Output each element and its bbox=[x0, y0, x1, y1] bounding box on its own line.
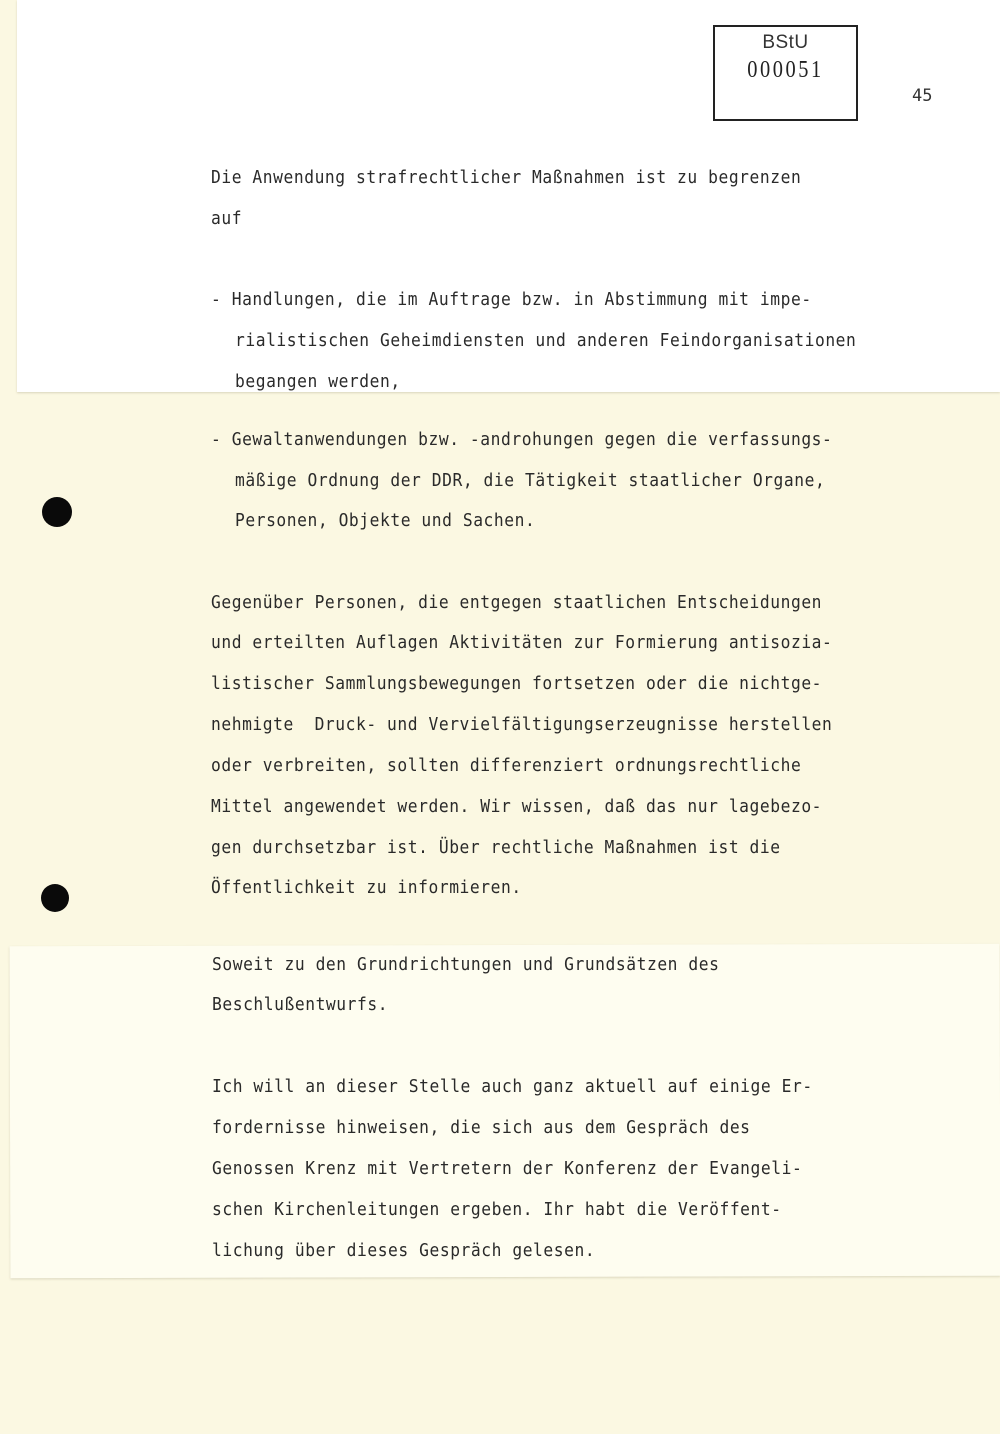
stamp-number: 000051 bbox=[747, 57, 824, 83]
text-line: auf bbox=[211, 209, 243, 229]
text-line: schen Kirchenleitungen ergeben. Ihr habt die Veröffent- bbox=[212, 1200, 782, 1220]
text-line: fordernisse hinweisen, die sich aus dem Gespräch des bbox=[212, 1118, 751, 1138]
punch-hole-icon bbox=[41, 884, 69, 912]
archive-stamp bbox=[713, 25, 858, 121]
text-line: Öffentlichkeit zu informieren. bbox=[211, 878, 522, 898]
stamp-title: BStU bbox=[762, 32, 809, 53]
text-line: Die Anwendung strafrechtlicher Maßnahmen ist zu begrenzen bbox=[211, 168, 802, 188]
text-line: Soweit zu den Grundrichtungen und Grundsätzen des bbox=[212, 955, 720, 975]
text-line: gen durchsetzbar ist. Über rechtliche Maßnahmen ist die bbox=[211, 838, 781, 858]
text-line: Beschlußentwurfs. bbox=[212, 995, 389, 1015]
text-line: listischer Sammlungsbewegungen fortsetzen oder die nichtge- bbox=[211, 674, 823, 694]
text-line: und erteilten Auflagen Aktivitäten zur Formierung antisozia- bbox=[211, 633, 833, 653]
text-line: nehmigte Druck- und Vervielfältigungserzeugnisse herstellen bbox=[211, 715, 833, 735]
text-line: Gegenüber Personen, die entgegen staatlichen Entscheidungen bbox=[211, 593, 823, 613]
punch-hole-icon bbox=[42, 497, 72, 527]
text-line: Mittel angewendet werden. Wir wissen, daß das nur lagebezo- bbox=[211, 797, 823, 817]
text-line: Ich will an dieser Stelle auch ganz aktuell auf einige Er- bbox=[212, 1077, 813, 1097]
page-number: 45 bbox=[912, 86, 933, 106]
text-line: Personen, Objekte und Sachen. bbox=[235, 511, 536, 531]
text-line: oder verbreiten, sollten differenziert ordnungsrechtliche bbox=[211, 756, 802, 776]
text-line: mäßige Ordnung der DDR, die Tätigkeit staatlicher Organe, bbox=[235, 471, 826, 491]
text-line: rialistischen Geheimdiensten und anderen Feindorganisationen bbox=[235, 331, 857, 351]
text-line: lichung über dieses Gespräch gelesen. bbox=[212, 1241, 596, 1261]
text-line: Genossen Krenz mit Vertretern der Konferenz der Evangeli- bbox=[212, 1159, 803, 1179]
bullet-line: - Handlungen, die im Auftrage bzw. in Abstimmung mit impe- bbox=[211, 290, 812, 310]
bullet-line: - Gewaltanwendungen bzw. -androhungen gegen die verfassungs- bbox=[211, 430, 833, 450]
pasted-paper-bottom bbox=[10, 944, 1000, 1279]
text-line: begangen werden, bbox=[235, 372, 401, 392]
